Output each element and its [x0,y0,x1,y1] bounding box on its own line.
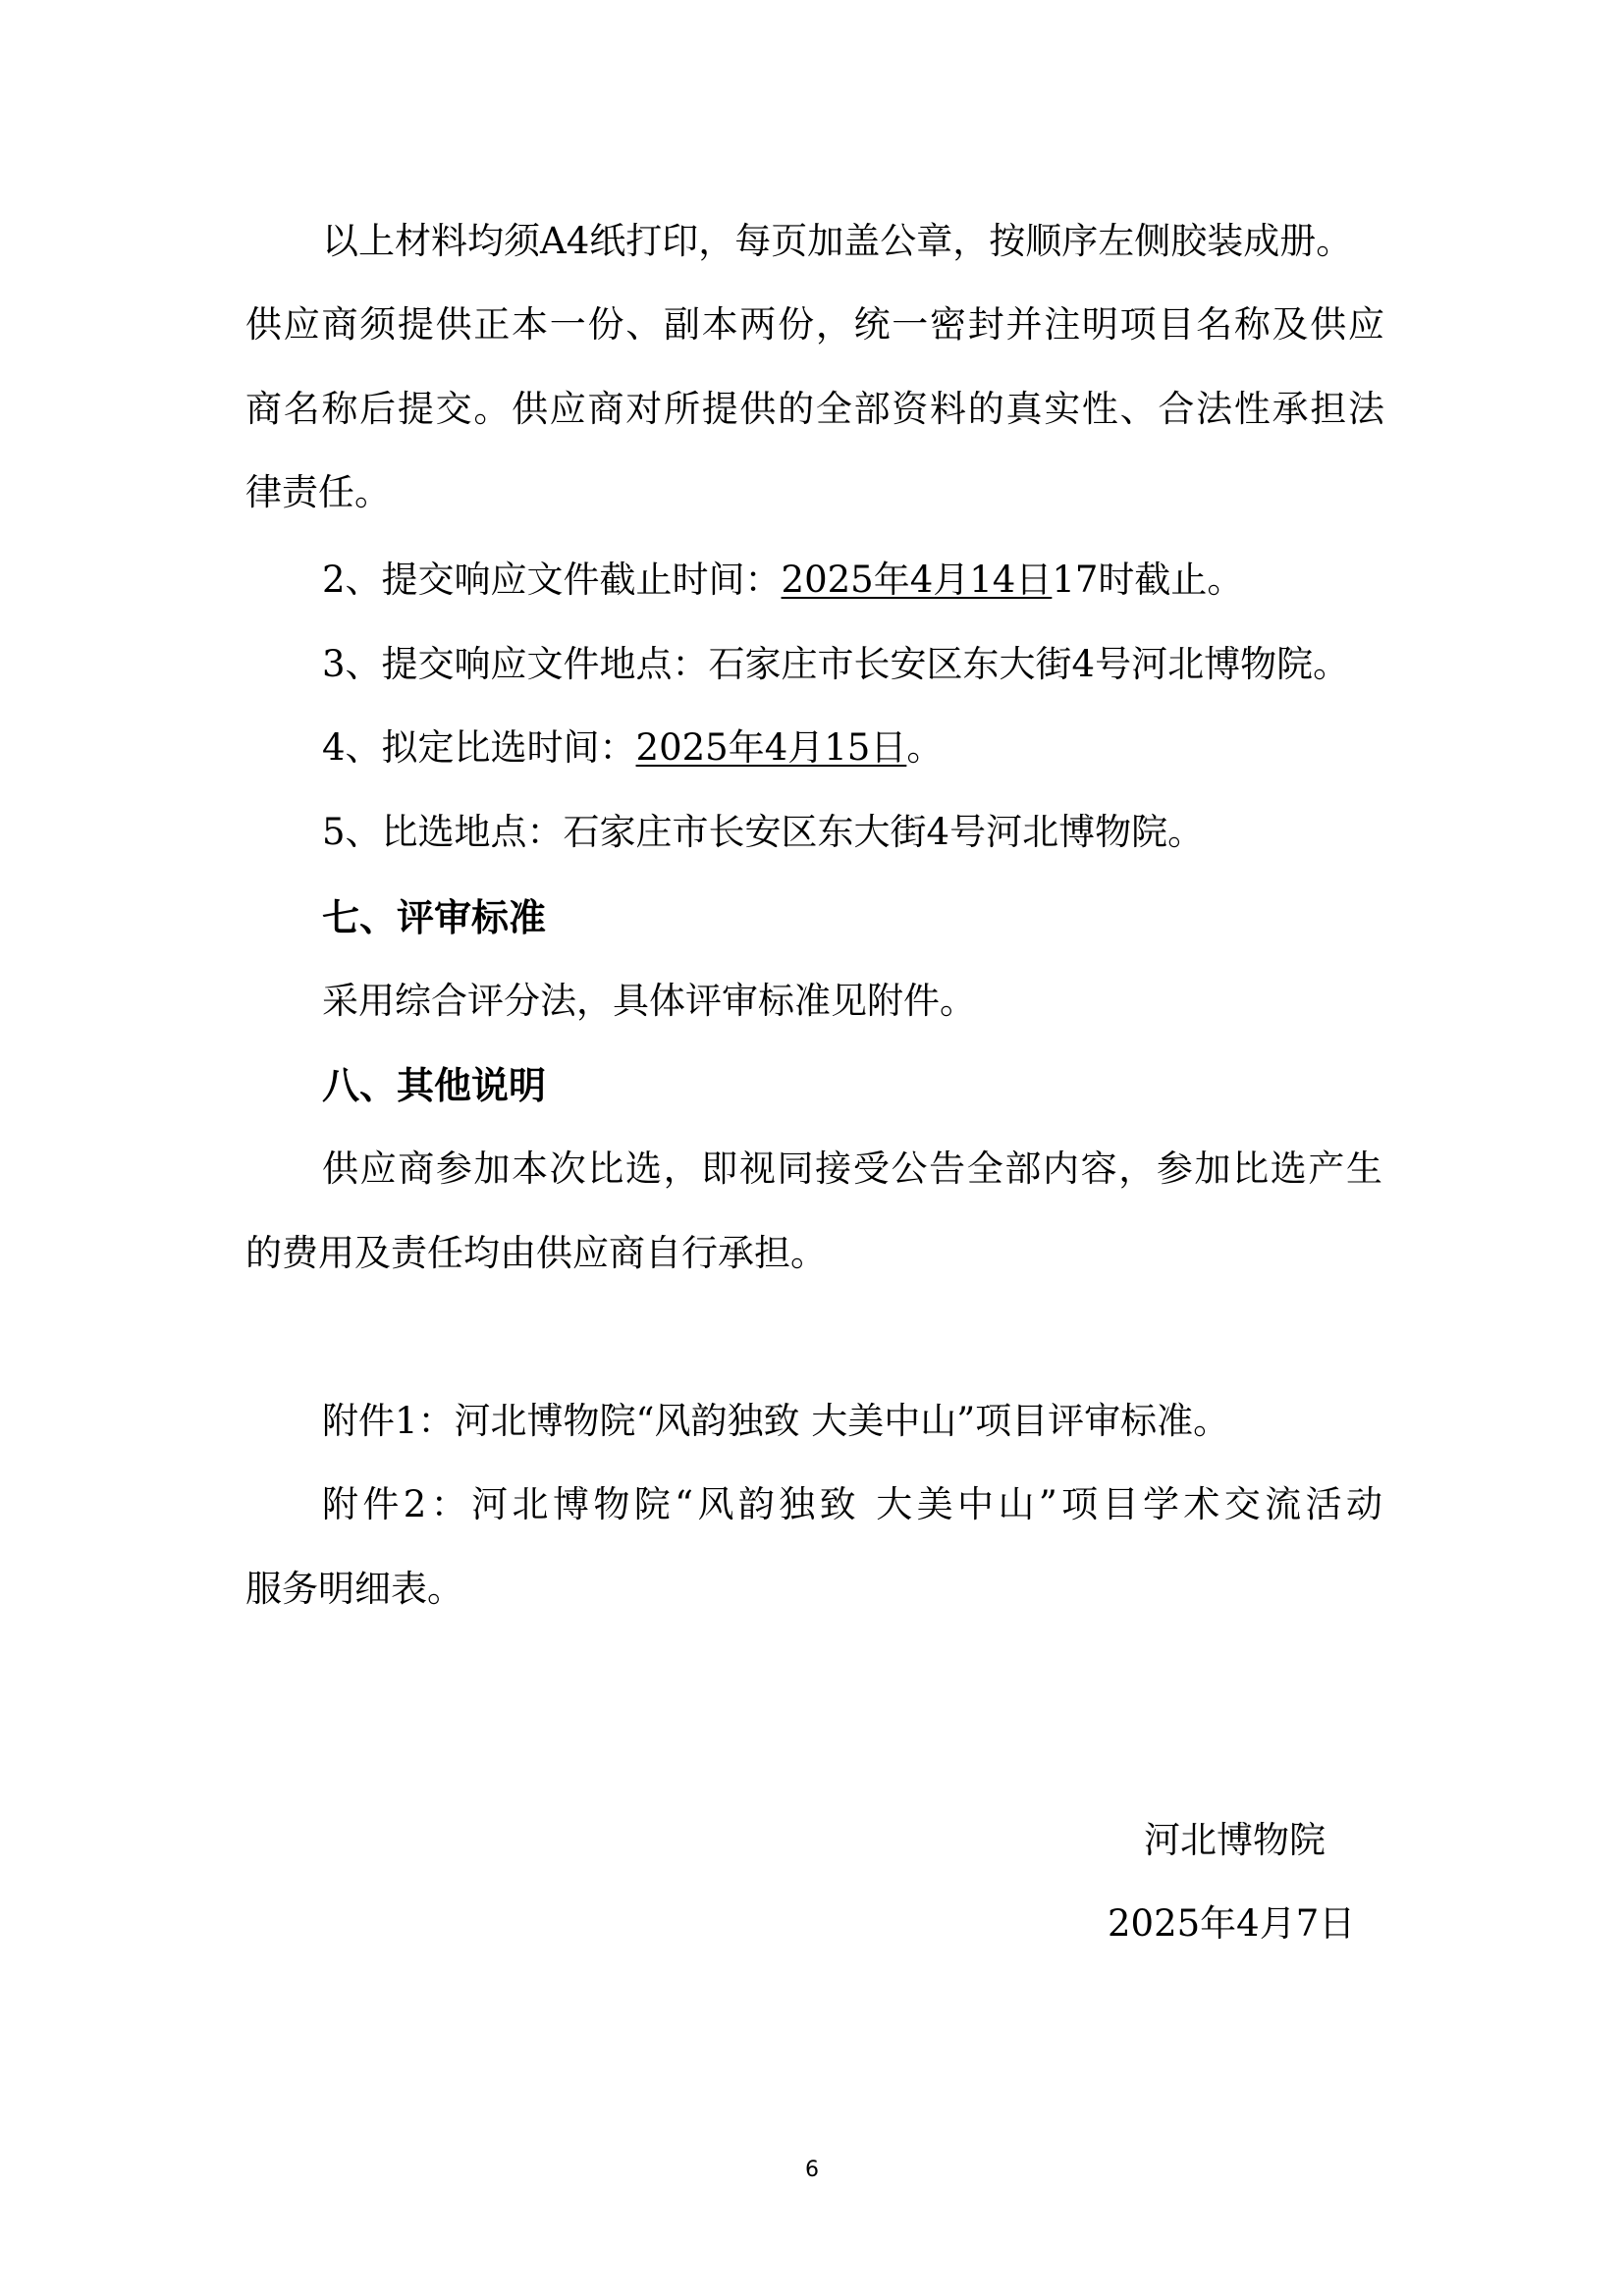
item-4-selection-time [322,723,1382,773]
item-5-selection-location: 5、比选地点：石家庄市长安区东大街4号河北博物院。 [322,811,1205,853]
section-8-heading: 八、其他说明 [322,1064,547,1107]
section-8-line-2: 的费用及责任均由供应商自行承担。 [245,1232,827,1274]
item-2-suffix: 17时截止。 [1052,559,1244,601]
item-4-prefix: 4、拟定比选时间： [322,726,636,769]
paragraph-1-line-4: 律责任。 [245,471,391,513]
section-8-line-1: 供应商参加本次比选，即视同接受公告全部内容，参加比选产生 [322,1148,1382,1190]
paragraph-1-line-2: 供应商须提供正本一份、副本两份，统一密封并注明项目名称及供应 [245,303,1384,346]
attachment-1: 附件1：河北博物院“风韵独致 大美中山”项目评审标准。 [322,1400,1230,1442]
attachment-2-line-1: 附件2：河北博物院“风韵独致 大美中山”项目学术交流活动 [322,1483,1382,1525]
signature-date: 2025年4月7日 [1108,1902,1356,1945]
paragraph-1-line-1: 以上材料均须A4纸打印，每页加盖公章，按顺序左侧胶装成册。 [322,220,1353,262]
item-3-location: 3、提交响应文件地点：石家庄市长安区东大街4号河北博物院。 [322,643,1350,685]
paragraph-1-line-3: 商名称后提交。供应商对所提供的全部资料的真实性、合法性承担法 [245,388,1384,430]
item-2-deadline [322,556,1382,605]
item-4-date: 2025年4月15日 [635,726,907,769]
page-number: 6 [805,2158,819,2182]
section-7-heading: 七、评审标准 [322,896,547,939]
signature-organization: 河北博物院 [1144,1819,1326,1861]
item-2-date: 2025年4月14日 [781,559,1053,601]
item-2-prefix: 2、提交响应文件截止时间： [322,559,782,601]
section-7-body: 采用综合评分法，具体评审标准见附件。 [322,980,976,1022]
attachment-2-line-2: 服务明细表。 [245,1568,463,1610]
item-4-suffix: 。 [906,726,944,769]
